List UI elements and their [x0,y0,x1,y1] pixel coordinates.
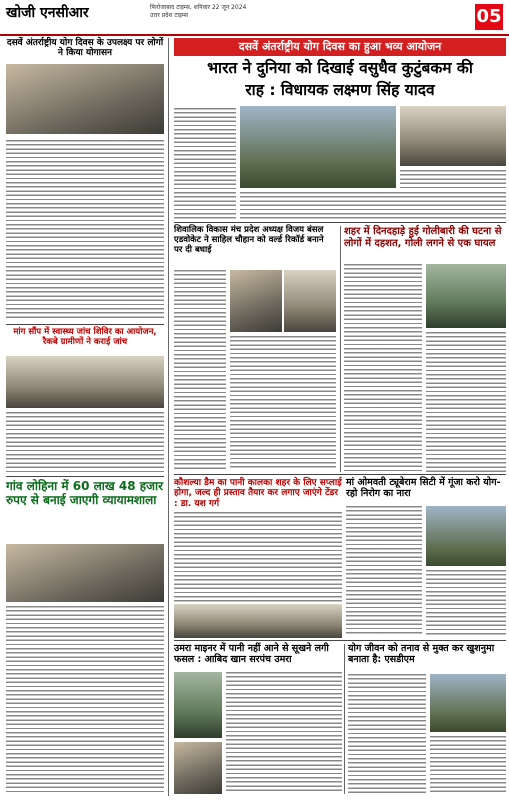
right-bottom-body-col2 [430,736,506,794]
left-bottom-body-text [6,606,164,794]
newspaper-brand: खोजी एनसीआर [6,5,89,21]
yoga-event-photo-main [240,106,396,188]
center-left-body-col1 [174,270,226,470]
left-mid-body-text [6,412,164,472]
main-story-text-right [400,170,506,190]
center-left-headline: शिवालिक विकास मंच प्रदेश अध्यक्ष विजय बंसल एडवोकेट ने साहिल चौहान को वर्ल्ड रिकॉर्ड बनाने पर दी बधाई [174,225,324,255]
meeting-photo [174,604,342,638]
center-bottom-headline: उमरा माइनर में पानी नहीं आने से सूखने लगी फसल : आबिद खान सरपंच उमरा [174,643,329,665]
divider [174,222,506,223]
sdm-yoga-photo [430,674,506,732]
center-left-body-col2 [230,336,336,470]
right-lower-headline: मां ओमवती ट्यूबेराम सिटी में गूंजा करो योग-रहो निरोग का नारा [346,477,501,499]
top-banner: दसवें अंतर्राष्ट्रीय योग दिवस का हुआ भव्य आयोजन [174,38,506,56]
masthead [0,0,509,36]
portrait-photo [230,270,282,332]
shooting-incident-photo [426,264,506,328]
canal-photo-2 [174,742,222,794]
page-number: 05 [475,4,503,30]
divider [174,640,506,641]
main-headline-line2: राह : विधायक लक्ष्मण सिंह यादव [245,81,435,99]
health-camp-photo [6,356,164,408]
divider [174,474,506,475]
vyayamshala-photo [6,544,164,602]
column-separator [168,38,169,796]
divider [6,476,164,477]
divider [6,324,164,325]
right-lower-body-col2 [426,570,506,636]
column-separator [340,226,341,472]
main-story-text-col1 [174,108,236,220]
main-headline-line1: भारत ने दुनिया को दिखाई वसुधैव कुटुंबकम की [207,59,473,77]
center-mid-body-text [174,512,342,602]
right-bottom-headline: योग जीवन को तनाव से मुक्त कर खुशनुमा बनाता है: एसडीएम [348,643,495,665]
masthead-date: फिरोजाबाद टाइम्स, शनिवार 22 जून 2024 [150,4,247,11]
center-bottom-body-text [226,672,342,794]
masthead-edition: उत्तर प्रदेश टाइम्स [150,12,188,19]
column-separator [344,644,345,794]
right-lower-body-col1 [346,506,422,636]
left-top-headline: दसवें अंतर्राष्ट्रीय योग दिवस के उपलक्ष्य पर लोगों ने किया योगासन [6,38,164,59]
right-mid-body-col1 [344,264,422,472]
main-story-text-lower [240,192,506,220]
left-bottom-headline: गांव लोहिना में 60 लाख 48 हजार रुपए से बनाई जाएगी व्यायामशाला [6,479,164,507]
yoga-event-photo-right [400,106,506,166]
left-mid-headline: मांग सौंप में स्वास्थ्य जांच शिविर का आयोजन, रैकबे ग्रामीणों ने कराई जांच [13,327,157,347]
yoga-photo-left [6,64,164,134]
athlete-photo [284,270,336,332]
right-bottom-body-col1 [348,674,426,794]
right-mid-headline: शहर में दिनदहाड़े हुई गोलीबारी की घटना से लोगों में दहशत, गोली लगने से एक घायल [344,226,502,249]
canal-photo-1 [174,672,222,738]
masthead-subline [150,4,246,20]
school-yoga-photo [426,506,506,566]
left-top-body-text [6,140,164,320]
right-mid-body-col2 [426,332,506,472]
center-mid-headline: कौशल्या डैम का पानी कालका शहर के लिए सप्लाई होगा, जल्द ही प्रस्ताव तैयार कर लगाए जाएंगे टेंडर : डा. यश गर्ग [174,478,342,509]
